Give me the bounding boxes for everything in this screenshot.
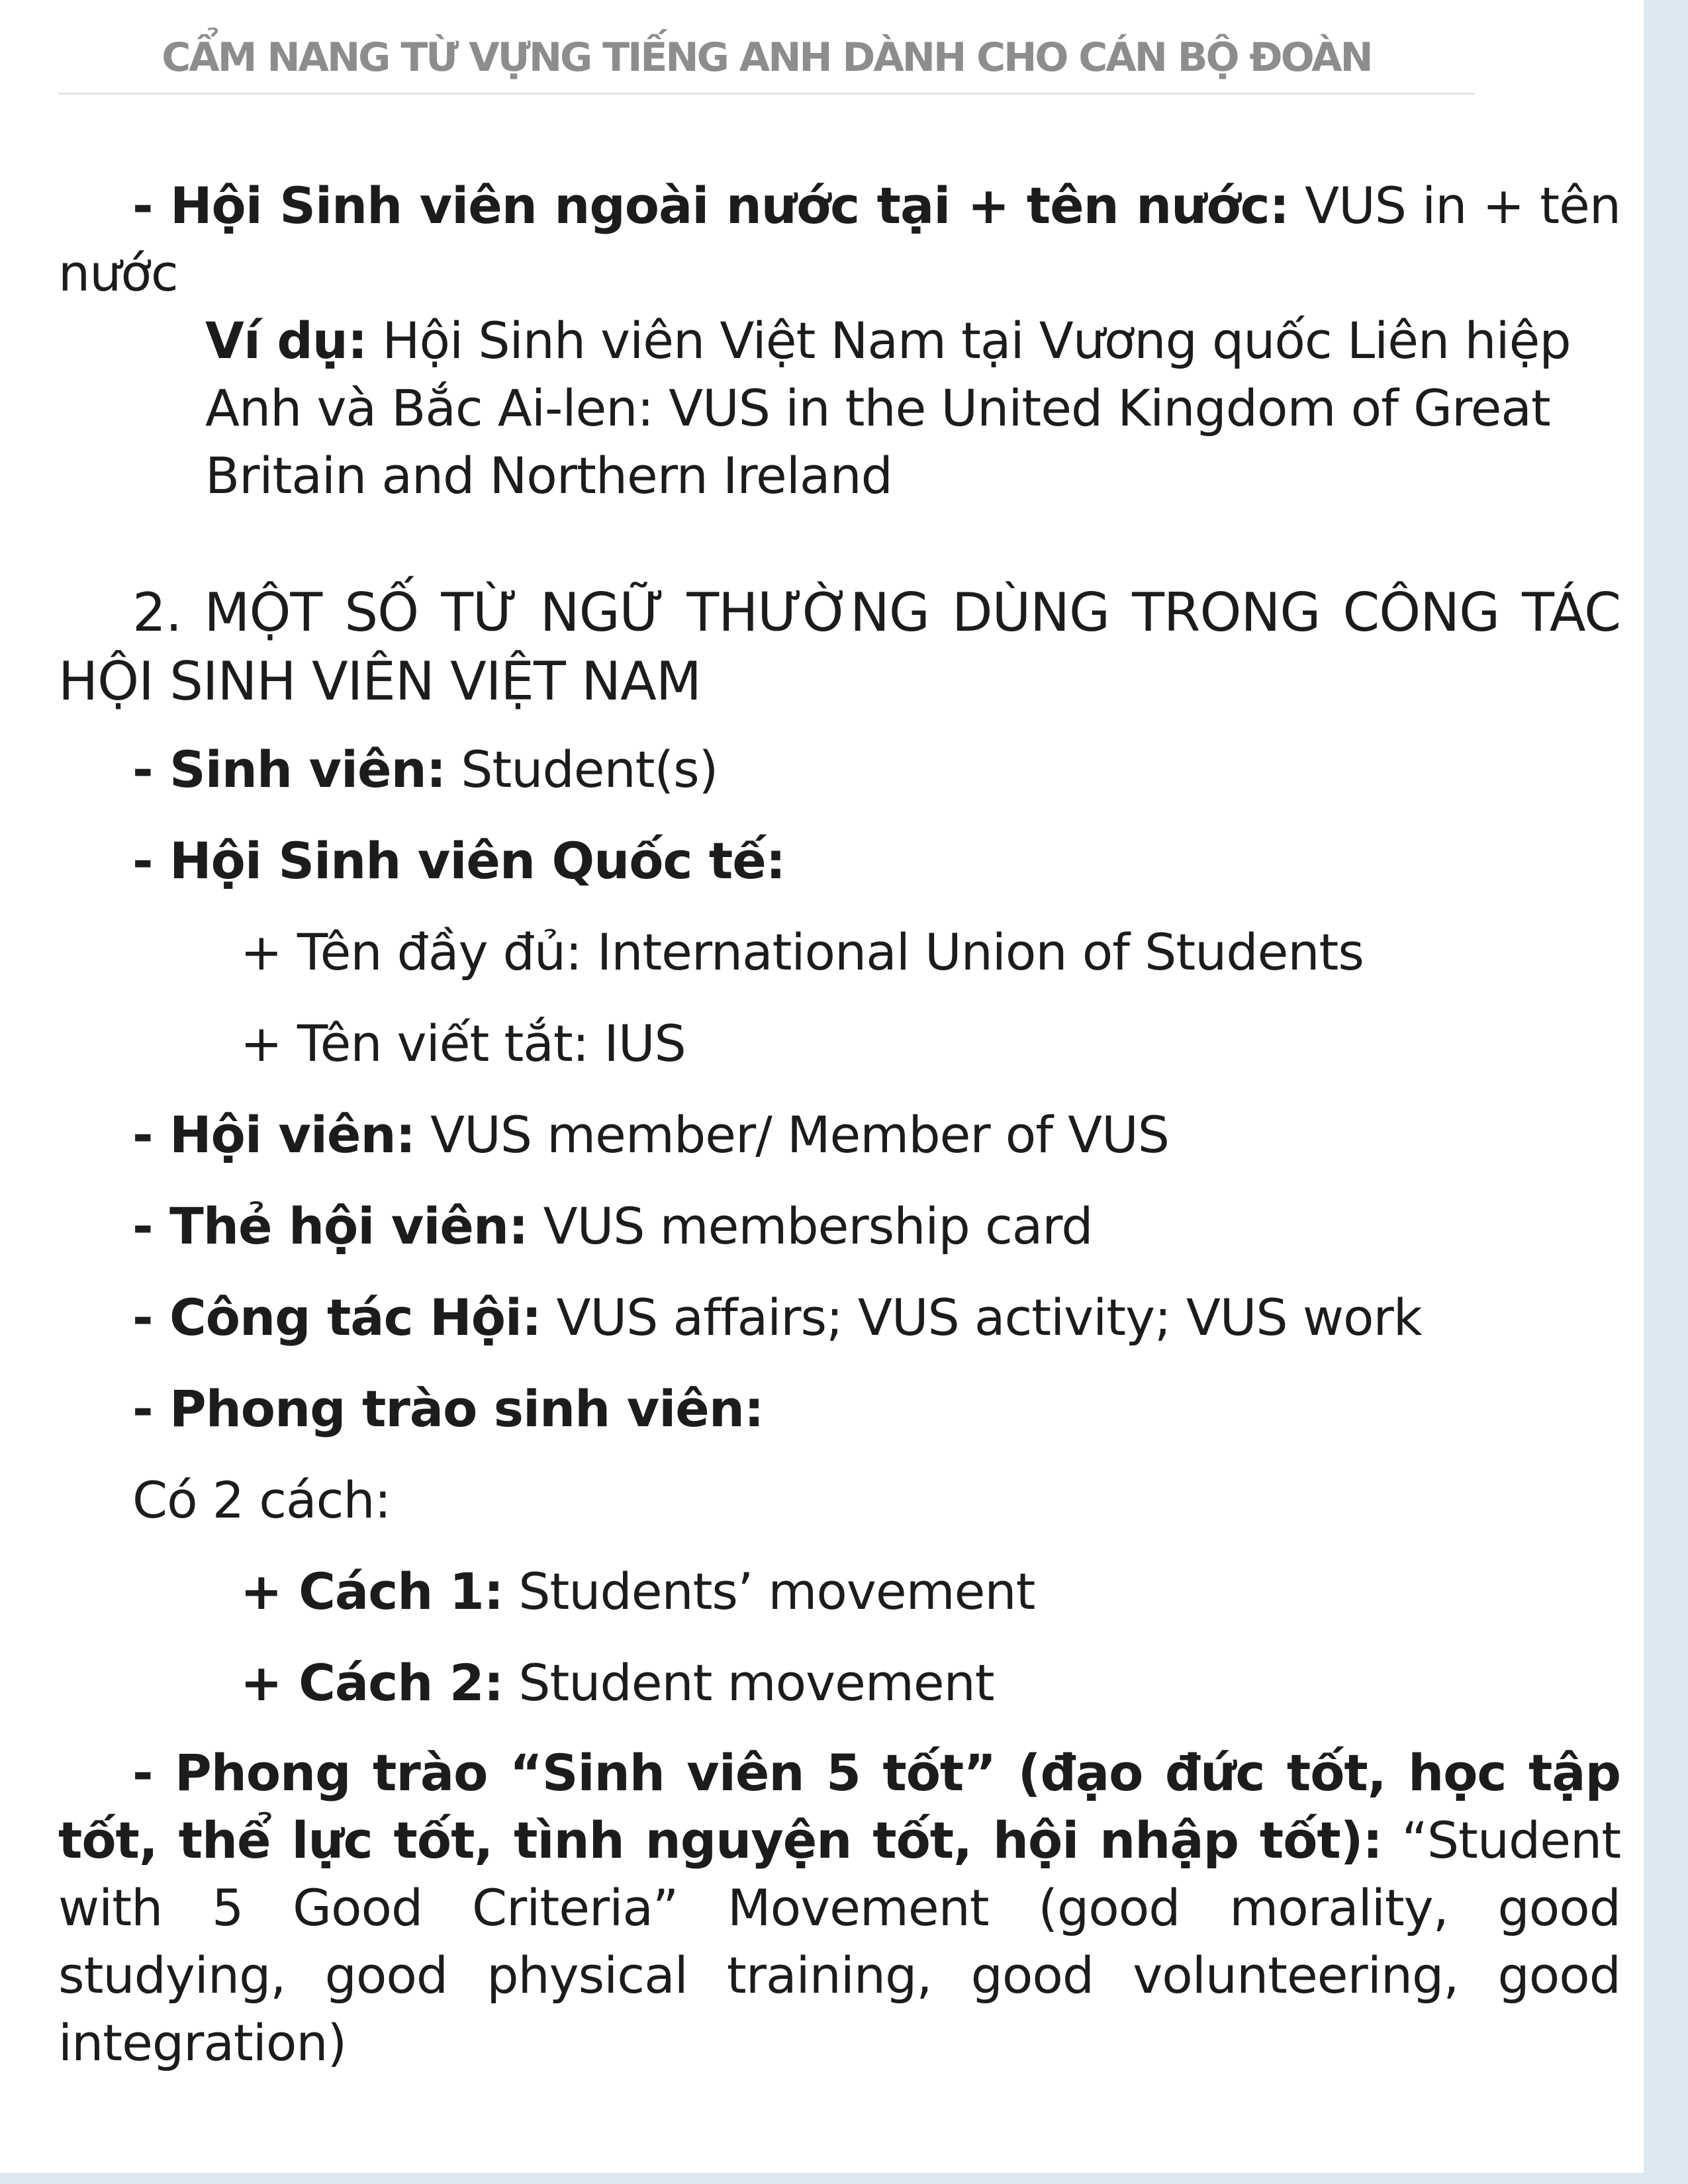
entry-definition: VUS in + tên nước — [58, 176, 1620, 302]
entry-term: - Hội Sinh viên ngoài nước tại + tên nước: — [132, 176, 1289, 235]
entry-union-affairs — [132, 1272, 1620, 1363]
entry-movement-intro: Có 2 cách: — [132, 1471, 391, 1529]
entry-overseas-union — [58, 172, 1620, 307]
entry-term: - Phong trào “Sinh viên 5 tốt” (đạo đức tốt, học tập tốt, thể lực tốt, tình nguyện tốt, hội nhập tốt): — [58, 1743, 1620, 1870]
entry-term: - Công tác Hội: — [132, 1288, 541, 1347]
example-text: Hội Sinh viên Việt Nam tại Vương quốc Liên hiệp Anh và Bắc Ai-len: VUS in the United Kingdom of Great Britain and Northern Ireland — [205, 311, 1571, 505]
entry-definition: “Student with 5 Good Criteria” Movement (good morality, good studying, good physical training, good volunteering, good integration) — [58, 1811, 1620, 2072]
way-value: Students’ movement — [503, 1562, 1035, 1621]
header-divider — [58, 93, 1475, 95]
way-label: + Cách 2: — [240, 1653, 504, 1712]
entry-student — [132, 724, 1620, 815]
entry-term: - Phong trào sinh viên: — [132, 1379, 764, 1438]
example-label: Ví dụ: — [205, 311, 367, 370]
entry-ius-abbreviation: + Tên viết tắt: IUS — [240, 1014, 686, 1073]
entry-ius-full-name: + Tên đầy đủ: International Union of Students — [240, 923, 1364, 981]
entry-student-movement — [132, 1363, 1620, 1455]
entry-definition: VUS member/ Member of VUS — [414, 1105, 1170, 1164]
way-label: + Cách 1: — [240, 1562, 504, 1621]
way-value: Student movement — [503, 1653, 994, 1712]
entry-movement-way-2 — [240, 1637, 1620, 1729]
entry-international-union — [132, 815, 1620, 907]
running-header: CẨM NANG TỪ VỰNG TIẾNG ANH DÀNH CHO CÁN BỘ ĐOÀN — [162, 34, 1372, 81]
entry-definition: Student(s) — [445, 740, 718, 799]
section-heading: 2. MỘT SỐ TỪ NGỮ THƯỜNG DÙNG TRONG CÔNG TÁC HỘI SINH VIÊN VIỆT NAM — [58, 582, 1620, 712]
entry-member — [132, 1089, 1620, 1181]
entry-definition: VUS affairs; VUS activity; VUS work — [541, 1288, 1422, 1347]
entry-movement-way-1 — [240, 1546, 1620, 1637]
entry-term: - Hội Sinh viên Quốc tế: — [132, 831, 786, 890]
entry-term: - Thẻ hội viên: — [132, 1197, 528, 1255]
entry-term: - Sinh viên: — [132, 740, 446, 799]
entry-five-good-movement — [58, 1739, 1620, 2077]
page-content — [58, 172, 1620, 2077]
entry-definition: VUS membership card — [528, 1197, 1093, 1255]
entry-term: - Hội viên: — [132, 1105, 415, 1164]
entry-membership-card — [132, 1181, 1620, 1272]
example-block — [205, 307, 1620, 510]
